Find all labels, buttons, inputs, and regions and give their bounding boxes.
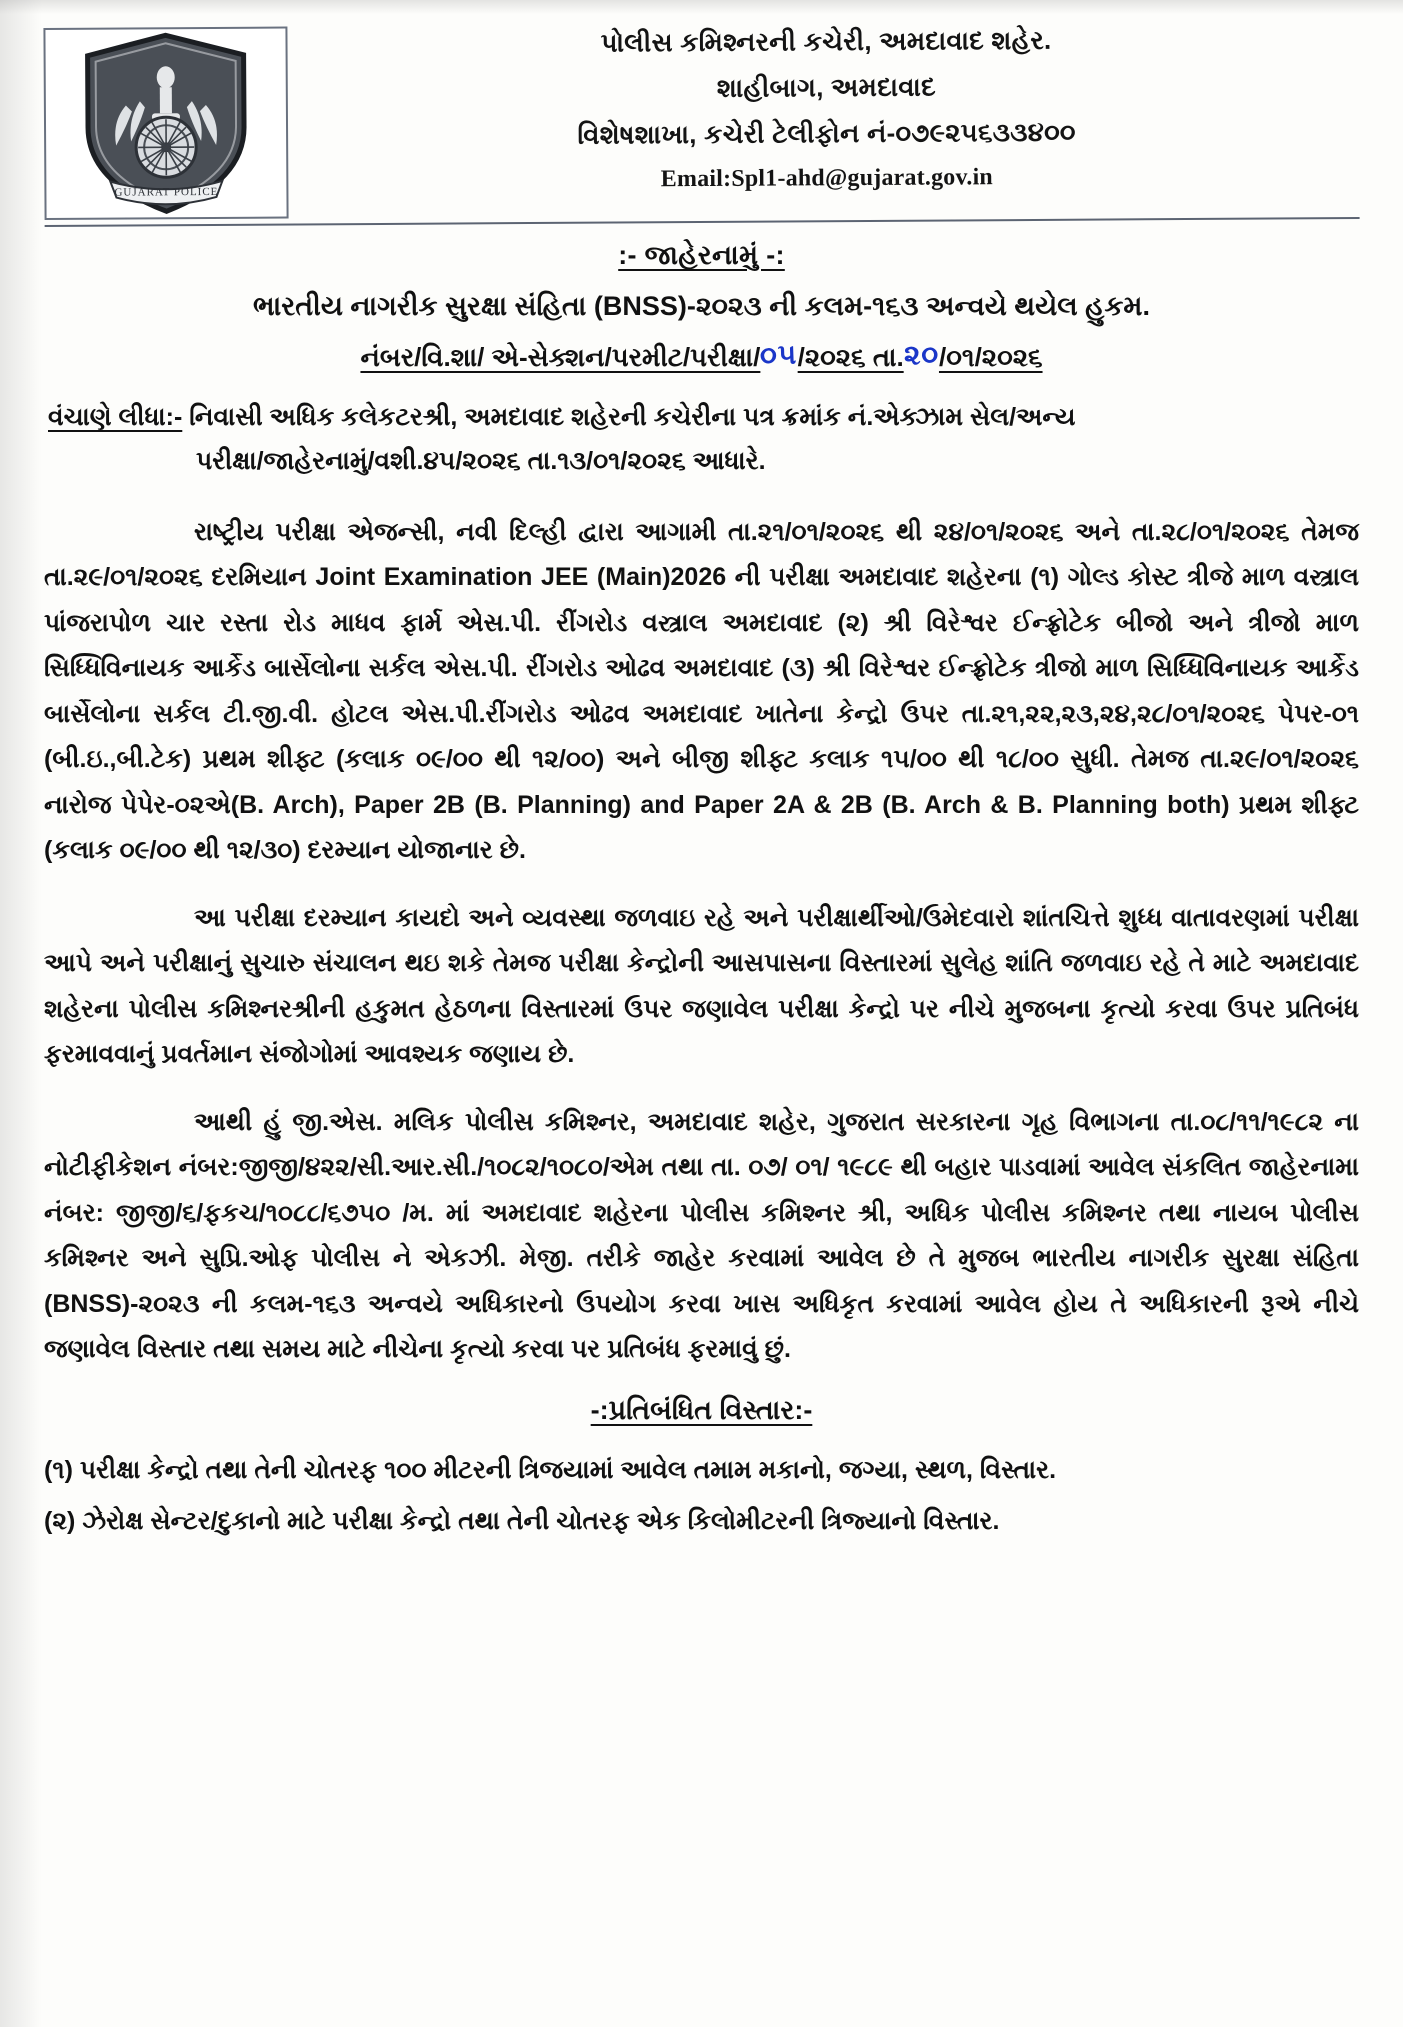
read-clause-line-2: પરીક્ષા/જાહેરનામું/વશી.૪૫/૨૦૨૬ તા.૧૩/૦૧/૨૦૨૬ આધારે. [196,446,766,475]
office-email-line: Email:Spl1-ahd@gujarat.gov.in [660,163,994,192]
paragraph-law-and-order: આ પરીક્ષા દરમ્યાન કાયદો અને વ્યવસ્થા જળવાઇ રહે અને પરીક્ષાર્થીઓ/ઉમેદવારો શાંતચિત્તે શુધ્ધ વાતાવરણમાં પરીક્ષા આપે અને પરીક્ષાનું સુચારુ સંચાલન થઇ શકે તેમજ પરીક્ષા કેન્દ્રોની આસપાસના વિસ્તારમાં સુલેહ શાંતિ જળવાઇ રહે તે માટે અમદાવાદ શહેરના પોલીસ કમિશ્નરશ્રીની હકુમત હેઠળના વિસ્તારમાં ઉપર જણાવેલ પરીક્ષા કેન્દ્રો પર નીચે મુજબના કૃત્યો કરવા ઉપર પ્રતિબંધ ફરમાવવાનું પ્રવર્તમાન સંજોગોમાં આવશ્યક જણાય છે. [44,903,1359,1069]
notification-number-prefix: નંબર/વિ.શા/ એ-સેક્શન/પરમીટ/પરીક્ષા/ [360,342,761,373]
restricted-area-heading: -:પ્રતિબંધિત વિસ્તાર:- [590,1394,813,1425]
restricted-area-item-1: (૧) પરીક્ષા કેન્દ્રો તથા તેની ચોતરફ ૧૦૦ મીટરની ત્રિજયામાં આવેલ તમામ મકાનો, જગ્યા, સ્થળ, વિસ્તાર. [44,1455,1057,1484]
scan-shadow-top [0,0,1403,14]
act-reference-heading: ભારતીય નાગરીક સુરક્ષા સંહિતા (BNSS)-૨૦૨૩ ની કલમ-૧૬૩ અન્વયે થયેલ હુકમ. [253,291,1150,321]
notification-number-line [44,338,1359,376]
read-clause [44,396,1359,484]
notification-number-mid: /૨૦૨૬ તા. [797,342,904,373]
notification-date-handwritten: ૨૦ [903,338,940,372]
read-clause-line-1: નિવાસી અધિક કલેકટરશ્રી, અમદાવાદ શહેરની કચેરીના પત્ર ક્રમાંક નં.એક્ઝામ સેલ/અન્ય [189,403,1076,432]
gujarat-police-emblem-icon [47,31,284,218]
office-address-block [293,24,1359,196]
paragraph-exam-schedule: રાષ્ટ્રીય પરીક્ષા એજન્સી, નવી દિલ્હી દ્વારા આગામી તા.૨૧/૦૧/૨૦૨૬ થી ૨૪/૦૧/૨૦૨૬ અને તા.૨૮/૦૧/૨૦૨૬ તેમજ તા.૨૯/૦૧/૨૦૨૬ દરમિયાન Joint Examination JEE (Main)2026 ની પરીક્ષા અમદાવાદ શહેરના (૧) ગોલ્ડ કોસ્ટ ત્રીજે માળ વસ્ત્રાલ પાંજરાપોળ ચાર રસ્તા રોડ માધવ ફાર્મ એસ.પી. રીંગરોડ વસ્ત્રાલ અમદાવાદ (૨) શ્રી વિરેશ્વર ઈન્ફ્રોટેક બીજો અને ત્રીજો માળ સિધ્ધિવિનાયક આર્કેડ બાર્સેલોના સર્કલ એસ.પી. રીંગરોડ ઓઢવ અમદાવાદ (૩) શ્રી વિરેશ્વર ઈન્ફ્રોટેક ત્રીજો માળ સિધ્ધિવિનાયક આર્કેડ બાર્સેલોના સર્કલ ટી.જી.વી. હોટલ એસ.પી.રીંગરોડ ઓઢવ અમદાવાદ ખાતેના કેન્દ્રો ઉપર તા.૨૧,૨૨,૨૩,૨૪,૨૮/૦૧/૨૦૨૬ પેપર-૦૧ (બી.ઇ.,બી.ટેક) પ્રથમ શીફ્ટ (કલાક ૦૯/૦૦ થી ૧૨/૦૦) અને બીજી શીફ્ટ કલાક ૧૫/૦૦ થી ૧૮/૦૦ સુધી. તેમજ તા.૨૯/૦૧/૨૦૨૬ નારોજ પેપેર-૦૨એ(B. Arch), Paper 2B (B. Planning) and Paper 2A & 2B (B. Arch & B. Planning both) પ્રથમ શીફ્ટ (કલાક ૦૯/૦૦ થી ૧૨/૩૦) દરમ્યાન યોજાનાર છે. [44,517,1359,865]
gujarat-police-crest-box [43,27,288,220]
svg-text:GUJARAT POLICE: GUJARAT POLICE [114,185,219,199]
office-branch-phone-line: વિશેષશાખા, કચેરી ટેલીફોન નં-૦૭૯૨૫૬૩૩૪૦૦ [577,116,1076,150]
notification-number-suffix: /૦૧/૨૦૨૬ [938,342,1043,373]
notification-number-handwritten: ૦૫ [759,338,799,372]
restricted-area-item-2: (૨) ઝેરોક્ષ સેન્ટર/દુકાનો માટે પરીક્ષા કેન્દ્રો તથા તેની ચોતરફ એક કિલોમીટરની ત્રિજ્યાનો વિસ્તાર. [44,1506,1000,1535]
document-body [44,232,1359,1551]
letterhead [43,14,1359,227]
scan-shadow-left [0,0,42,2027]
read-clause-label: વંચાણે લીધા:- [48,403,183,432]
office-name-line: પોલીસ કમિશ્નરની કચેરી, અમદાવાદ શહેર. [600,24,1052,58]
office-location-line: શાહીબાગ, અમદાવાદ [716,71,936,103]
notice-title: :- જાહેરનામું -: [618,240,785,270]
paragraph-authority: આથી હું જી.એસ. મલિક પોલીસ કમિશ્નર, અમદાવાદ શહેર, ગુજરાત સરકારના ગૃહ વિભાગના તા.૦૮/૧૧/૧૯૮૨ ના નોટીફીકેશન નંબર:જીજી/૪૨૨/સી.આર.સી./૧૦૮૨/૧૦૮૦/એમ તથા તા. ૦૭/ ૦૧/ ૧૯૮૯ થી બહાર પાડવામાં આવેલ સંકલિત જાહેરનામા નંબર: જીજી/૬/ફકચ/૧૦૮૮/૬૭૫૦ /મ. માં અમદાવાદ શહેરના પોલીસ કમિશ્નર શ્રી, અધિક પોલીસ કમિશ્નર તથા નાયબ પોલીસ કમિશ્નર અને સુપ્રિ.ઓફ પોલીસ ને એકઝી. મેજી. તરીકે જાહેર કરવામાં આવેલ છે તે મુજબ ભારતીય નાગરીક સુરક્ષા સંહિતા (BNSS)-૨૦૨૩ ની કલમ-૧૬૩ અન્વયે અધિકારનો ઉપયોગ કરવા ખાસ અધિકૃત કરવામાં આવેલ હોય તે અધિકારની રૂએ નીચે જણાવેલ વિસ્તાર તથા સમય માટે નીચેના કૃત્યો કરવા પર પ્રતિબંધ ફરમાવું છું. [44,1107,1359,1364]
